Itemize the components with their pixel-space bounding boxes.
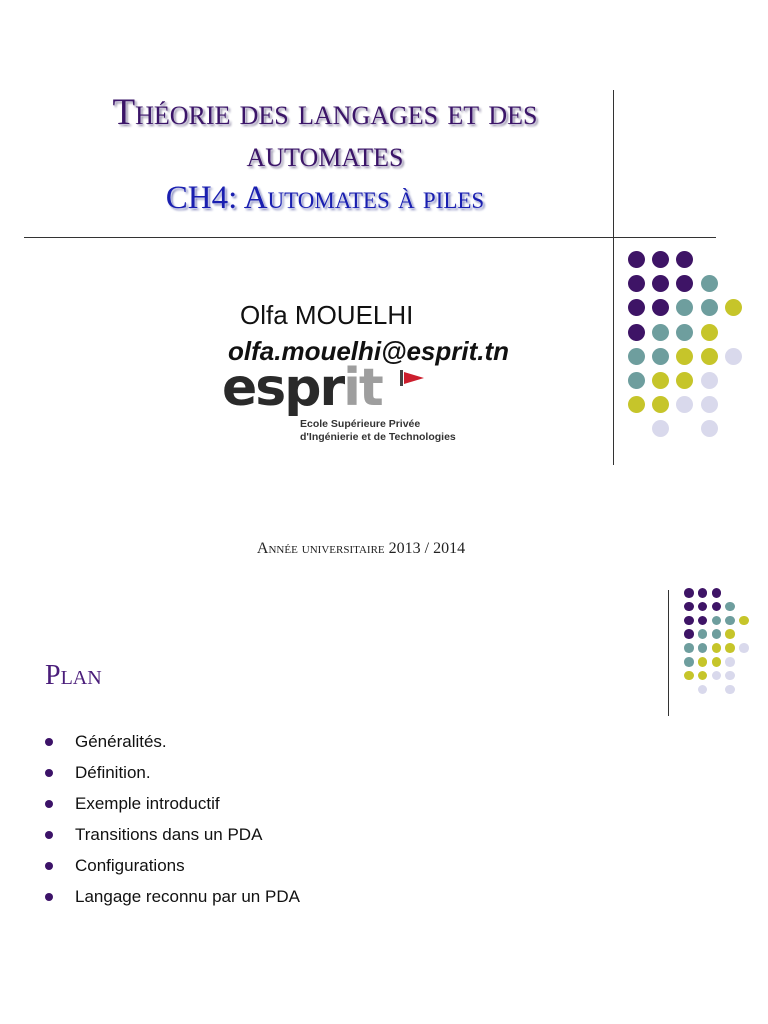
decor-dot bbox=[676, 275, 693, 292]
decor-dot bbox=[725, 629, 735, 639]
decor-dot bbox=[676, 324, 693, 341]
decor-dot bbox=[701, 372, 718, 389]
vertical-divider bbox=[613, 90, 614, 465]
decor-dot bbox=[652, 324, 669, 341]
plan-item bbox=[45, 819, 300, 850]
decor-dot bbox=[739, 616, 749, 626]
author-name: Olfa MOUELHI bbox=[240, 300, 414, 330]
plan-item-label: Généralités. bbox=[75, 732, 167, 751]
plan-title: Plan bbox=[45, 660, 102, 691]
decor-dot bbox=[725, 685, 735, 695]
bullet-icon bbox=[45, 800, 53, 808]
logo-word-dark: espr bbox=[222, 358, 344, 418]
decor-dot bbox=[725, 602, 735, 612]
decor-dot bbox=[739, 643, 749, 653]
decor-dot bbox=[684, 602, 694, 612]
decor-dot bbox=[628, 299, 645, 316]
decor-dot bbox=[712, 629, 722, 639]
decor-dot bbox=[712, 671, 722, 681]
plan-item-label: Définition. bbox=[75, 763, 151, 782]
decor-dot bbox=[698, 629, 708, 639]
plan-item bbox=[45, 788, 300, 819]
decor-dot bbox=[684, 588, 694, 598]
decor-dot bbox=[676, 396, 693, 413]
decor-dot bbox=[698, 602, 708, 612]
vertical-divider-2 bbox=[668, 590, 669, 716]
decor-dot bbox=[725, 643, 735, 653]
decor-dot bbox=[701, 299, 718, 316]
decor-dot bbox=[684, 616, 694, 626]
bullet-icon bbox=[45, 769, 53, 777]
decor-dot bbox=[701, 324, 718, 341]
horizontal-divider bbox=[24, 237, 716, 238]
slide-title-block bbox=[30, 92, 620, 218]
decor-dot bbox=[684, 657, 694, 667]
decor-dot bbox=[628, 396, 645, 413]
decor-dot bbox=[628, 372, 645, 389]
slide-title-line-2: automates bbox=[246, 134, 404, 175]
decor-dot bbox=[712, 657, 722, 667]
logo-flag-pole bbox=[400, 370, 403, 386]
decor-dot bbox=[698, 657, 708, 667]
decor-dot bbox=[701, 275, 718, 292]
decor-dot bbox=[701, 396, 718, 413]
decor-dot bbox=[652, 299, 669, 316]
decor-dot bbox=[676, 372, 693, 389]
plan-item-label: Exemple introductif bbox=[75, 794, 220, 813]
plan-item bbox=[45, 757, 300, 788]
bullet-icon bbox=[45, 893, 53, 901]
decor-dot bbox=[698, 685, 708, 695]
plan-list bbox=[45, 726, 300, 912]
decor-dot bbox=[712, 588, 722, 598]
decor-dot bbox=[698, 671, 708, 681]
plan-item bbox=[45, 881, 300, 912]
decor-dot bbox=[725, 299, 742, 316]
decor-dot bbox=[712, 616, 722, 626]
decor-dot bbox=[652, 420, 669, 437]
decor-dot bbox=[676, 299, 693, 316]
decor-dot bbox=[652, 275, 669, 292]
logo-tagline-2: d'Ingénierie et de Technologies bbox=[300, 431, 456, 443]
esprit-logo bbox=[222, 358, 382, 418]
decor-dot bbox=[725, 657, 735, 667]
decor-dot bbox=[652, 348, 669, 365]
decor-dot bbox=[628, 324, 645, 341]
decor-dot bbox=[701, 420, 718, 437]
decor-dot bbox=[701, 348, 718, 365]
decor-dot bbox=[698, 616, 708, 626]
decor-dot bbox=[725, 348, 742, 365]
decor-dot bbox=[628, 251, 645, 268]
author-email: olfa.mouelhi@esprit.tn bbox=[228, 336, 510, 366]
plan-item bbox=[45, 726, 300, 757]
logo-flag-icon bbox=[404, 372, 424, 384]
logo-word-light: it bbox=[343, 358, 382, 418]
bullet-icon bbox=[45, 862, 53, 870]
decor-dot bbox=[652, 372, 669, 389]
bullet-icon bbox=[45, 738, 53, 746]
plan-item-label: Langage reconnu par un PDA bbox=[75, 887, 300, 906]
plan-item-label: Transitions dans un PDA bbox=[75, 825, 263, 844]
decor-dot bbox=[712, 643, 722, 653]
decor-dot bbox=[684, 671, 694, 681]
decor-dot bbox=[698, 643, 708, 653]
slide-title-line-1: Théorie des langages et des bbox=[112, 92, 538, 133]
slide-subtitle: CH4: Automates à piles bbox=[165, 180, 485, 216]
decor-dot bbox=[712, 602, 722, 612]
decor-dot bbox=[676, 251, 693, 268]
bullet-icon bbox=[45, 831, 53, 839]
academic-year: Année universitaire 2013 / 2014 bbox=[256, 540, 466, 557]
plan-item bbox=[45, 850, 300, 881]
decor-dot bbox=[684, 629, 694, 639]
decor-dot bbox=[652, 251, 669, 268]
plan-item-label: Configurations bbox=[75, 856, 185, 875]
logo-tagline-1: Ecole Supérieure Privée bbox=[300, 418, 421, 430]
decor-dot bbox=[652, 396, 669, 413]
decor-dot bbox=[698, 588, 708, 598]
decor-dot bbox=[725, 671, 735, 681]
decor-dot bbox=[628, 275, 645, 292]
decor-dot bbox=[725, 616, 735, 626]
decor-dot bbox=[676, 348, 693, 365]
decor-dot bbox=[684, 643, 694, 653]
decor-dot bbox=[628, 348, 645, 365]
